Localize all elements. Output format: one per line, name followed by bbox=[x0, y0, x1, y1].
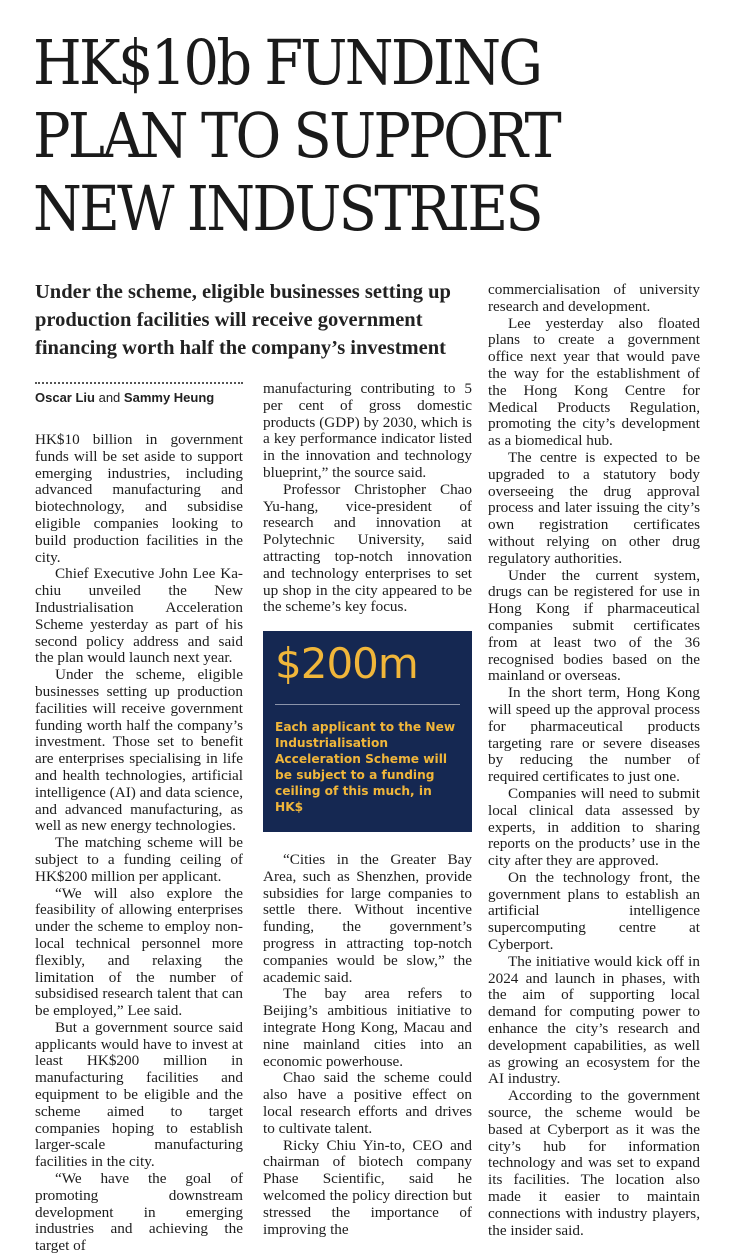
paragraph: The initiative would kick off in 2024 and launch in phases, with the aim of supporting local demand for computing power to enhance the city’s research and development capabilities, as well as growing an ecosystem for the AI industry. bbox=[488, 952, 700, 1088]
fact-divider bbox=[275, 704, 460, 705]
headline-line-3: NEW INDUSTRIES bbox=[33, 172, 541, 245]
fact-box bbox=[263, 631, 472, 832]
paragraph: Lee yesterday also floated plans to create a government office next year that would pave the way for the establishment of the Hong Kong Centre for Medical Products Regulation, promoting the city’s development as a biomedical hub. bbox=[488, 314, 700, 450]
paragraph: manufacturing contributing to 5 per cent of gross domestic products (GDP) by 2030, which is a key performance indicator listed in the innovation and technology blueprint,” the source said. bbox=[263, 380, 472, 481]
paragraph: Under the current system, drugs can be registered for use in Hong Kong if pharmaceutical companies submit certificates from at least two of the 36 recognised bodies based on the mainland or overseas. bbox=[488, 566, 700, 685]
paragraph: Chief Executive John Lee Ka-chiu unveiled the New Industrialisation Acceleration Scheme yesterday as part of his second policy address and said the plan would launch next year. bbox=[35, 565, 243, 667]
paragraph: “Cities in the Greater Bay Area, such as Shenzhen, provide subsidies for large companies to settle there. Without incentive funding, the government’s progress in attracting top-notch companies would be slow,” the academic said. bbox=[263, 851, 472, 986]
byline bbox=[35, 390, 255, 405]
paragraph: Chao said the scheme could also have a positive effect on local research efforts and drives to cultivate talent. bbox=[263, 1069, 472, 1137]
paragraph: The matching scheme will be subject to a funding ceiling of HK$200 million per applicant. bbox=[35, 834, 243, 885]
paragraph: Ricky Chiu Yin-to, CEO and chairman of biotech company Phase Scientific, said he welcomed the policy direction but stressed the importance of improving the bbox=[263, 1136, 472, 1238]
byline-author-1: Oscar Liu bbox=[35, 390, 95, 405]
byline-author-2: Sammy Heung bbox=[123, 390, 215, 405]
article-column-2-continued bbox=[263, 852, 472, 1238]
paragraph: According to the government source, the scheme would be based at Cyberport as it was the city’s hub for information technology and was set to expand its facilities. The location also made it easier to maintain connections with industry players, the insider said. bbox=[488, 1087, 700, 1239]
paragraph: On the technology front, the government plans to establish an artificial intelligence supercomputing centre at Cyberport. bbox=[488, 868, 700, 954]
paragraph: In the short term, Hong Kong will speed up the approval process for pharmaceutical products targeting rare or severe diseases by reducing the number of required certificates to just one. bbox=[488, 684, 700, 786]
paragraph: But a government source said applicants would have to invest at least HK$200 million in manufacturing facilities and equipment to be eligible and the scheme aimed to target companies hoping to establish larger-scale manufacturing facilities in the city. bbox=[35, 1018, 243, 1171]
article-column-2 bbox=[263, 381, 472, 616]
paragraph: “We have the goal of promoting downstream development in emerging industries and achieving the target of bbox=[35, 1170, 243, 1255]
fact-caption: Each applicant to the New Industrialisation Acceleration Scheme will be subject to a funding ceiling of this much, in HK$ bbox=[275, 720, 456, 814]
paragraph: The bay area refers to Beijing’s ambitious initiative to integrate Hong Kong, Macau and nine mainland cities into an economic powerhouse. bbox=[263, 985, 472, 1070]
paragraph: HK$10 billion in government funds will be set aside to support emerging industries, including advanced manufacturing and biotechnology, and subsidise eligible companies looking to build production facilities in the city. bbox=[35, 431, 243, 566]
paragraph: Companies will need to submit local clinical data assessed by experts, in addition to sharing reports on the products’ use in the city after they are approved. bbox=[488, 784, 700, 870]
byline-divider bbox=[35, 382, 243, 384]
headline-line-2: PLAN TO SUPPORT bbox=[33, 99, 560, 172]
headline-line-1: HK$10b FUNDING bbox=[33, 26, 541, 99]
headline bbox=[33, 26, 654, 245]
paragraph: Professor Christopher Chao Yu-hang, vice-president of research and innovation at Polytechnic University, said attracting top-notch innovation and technology enterprises to set up shop in the city appeared to be the scheme’s key focus. bbox=[263, 480, 472, 616]
paragraph: commercialisation of university research and development. bbox=[488, 281, 700, 315]
byline-conjunction: and bbox=[98, 390, 121, 405]
article-column-1 bbox=[35, 431, 243, 1255]
deck-subheadline: Under the scheme, eligible businesses setting up production facilities will receive government financing worth half the company’s investment bbox=[35, 281, 451, 359]
article-column-3 bbox=[488, 282, 700, 1239]
paragraph: “We will also explore the feasibility of allowing enterprises under the scheme to employ non-local technical personnel more flexibly, and relaxing the limitation of the number of subsidised research talent that can be employed,” Lee said. bbox=[35, 884, 243, 1020]
paragraph: The centre is expected to be upgraded to a statutory body overseeing the drug approval process and later issuing the city’s own registration certificates without relying on other drug regulatory authorities. bbox=[488, 448, 700, 567]
paragraph: Under the scheme, eligible businesses setting up production facilities will receive government funding worth half the company’s investment. Those set to benefit are enterprises specialising in life and health technologies, artificial intelligence (AI) and data science, and advanced manufacturing, as well as new energy technologies. bbox=[35, 666, 243, 835]
fact-figure: $200m bbox=[275, 639, 418, 688]
